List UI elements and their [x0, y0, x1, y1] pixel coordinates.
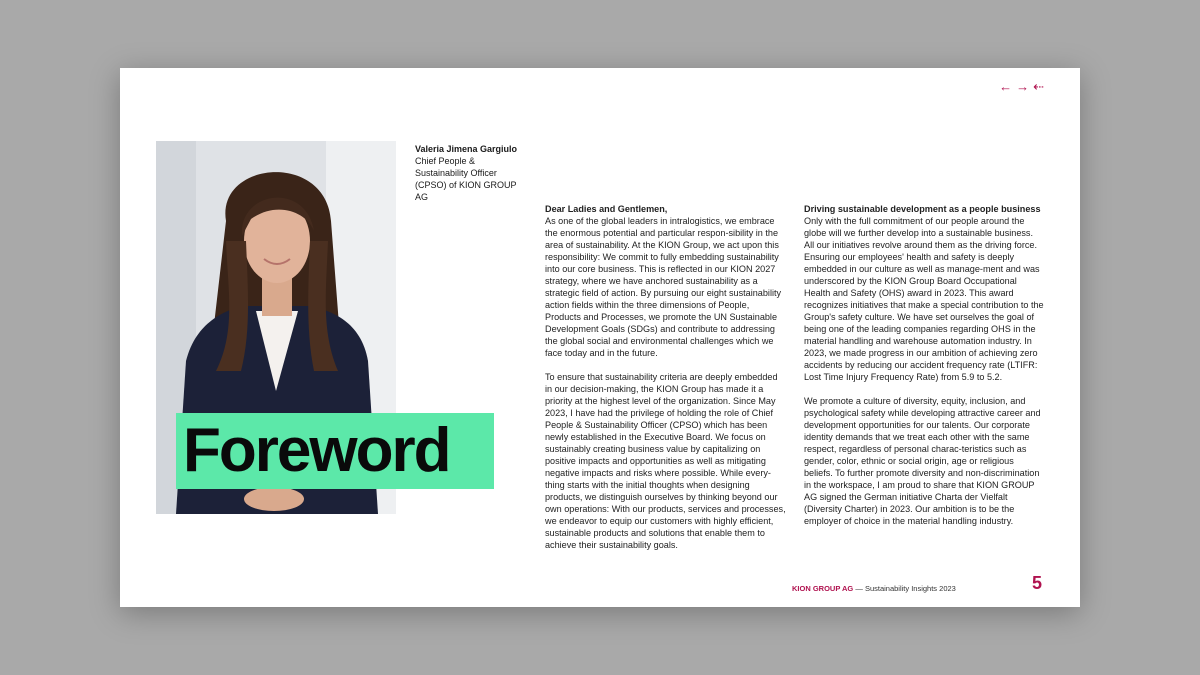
page-footer [792, 584, 956, 593]
page-title: Foreword [183, 416, 450, 485]
document-page [120, 68, 1080, 607]
footer-report-title: Sustainability Insights 2023 [864, 584, 956, 593]
arrow-right-icon[interactable]: → [1016, 79, 1030, 94]
salutation: Dear Ladies and Gentlemen, [545, 204, 668, 214]
page-number: 5 [1031, 573, 1042, 593]
paragraph: Only with the full commitment of our people around the globe will we further develop into a sustainable business. All our initiatives revolve around them as the driving force. Ensuring our employees' health and safety is deeply embedded in our culture as well as manage-ment and was underscored by the KION Group Board Occupational Health and Safety (OHS) award in 2023. This award recognizes initiatives that make a special contribution to the Group's safety culture. We have set ourselves the goal of being one of the leading companies regarding OHS in the material handling and warehouse automation industry. In 2023, we made progress in our ambition of achieving zero accidents by reducing our accident frequency rate (LTIFR: Lost Time Injury Frequency Rate) from 5.9 to 5.2. [804, 216, 1044, 382]
text-column-left [545, 203, 786, 563]
paragraph: To ensure that sustainability criteria are deeply embedded in our decision-making, the KION Group has made it a priority at the highest level of the organization. Since May 2023, I have had the privilege of holding the role of Chief People & Sustainability Officer (CPSO) which has been newly established in the Executive Board. We focus on sustainably creating business value by capitalizing on positive impacts and opportunities as well as mitigating negative impacts and risks where possible. While every-thing starts with the initial thoughts when designing products, we distinguish ourselves by thinking beyond our own operations: With our products, services and processes, we endeavor to equip our customers with highly efficient, sustainable products and solutions that enable them to achieve their sustainability goals. [545, 372, 786, 550]
author-name: Valeria Jimena Gargiulo [415, 144, 518, 154]
arrow-left-icon[interactable]: ← [999, 79, 1013, 94]
paragraph: We promote a culture of diversity, equity, inclusion, and psychological safety while developing attractive career and development opportunities for our talents. Our corporate identity demands that we treat each other with the same respect, regardless of personal charac-teristics such as gender, color, ethnic or social origin, age or religious beliefs. To further promote diversity and non-discrimination in the workspace, I am proud to share that KION GROUP AG signed the German initiative Charta der Vielfalt (Diversity Charter) in 2023. Our ambition is to be the employer of choice in the material handling industry. [804, 396, 1041, 526]
footer-brand: KION GROUP AG [792, 584, 854, 593]
text-column-right [804, 203, 1045, 539]
return-icon[interactable]: ⇠ [1033, 79, 1044, 94]
section-heading: Driving sustainable development as a people business [804, 204, 1041, 214]
author-caption [415, 143, 525, 203]
author-role: Chief People & Sustainability Officer (CPSO) of KION GROUP AG [415, 156, 517, 202]
title-banner [176, 413, 494, 489]
footer-separator: — [853, 584, 865, 593]
page-navigation [999, 80, 1044, 94]
paragraph: As one of the global leaders in intralogistics, we embrace the enormous potential and particular respon-sibility in the area of sustainability. At the KION Group, we act upon this responsibility: We commit to fully embedding sustainability into our core business. This is reflected in our KION 2027 strategy, where we have anchored sustainability as a strategic field of action. By pursuing our eight sustainability action fields within the three dimensions of People, Products and Processes, we promote the UN Sustainable Development Goals (SDGs) and contribute to addressing the global social and environmental challenges which we face today and in the future. [545, 216, 782, 358]
